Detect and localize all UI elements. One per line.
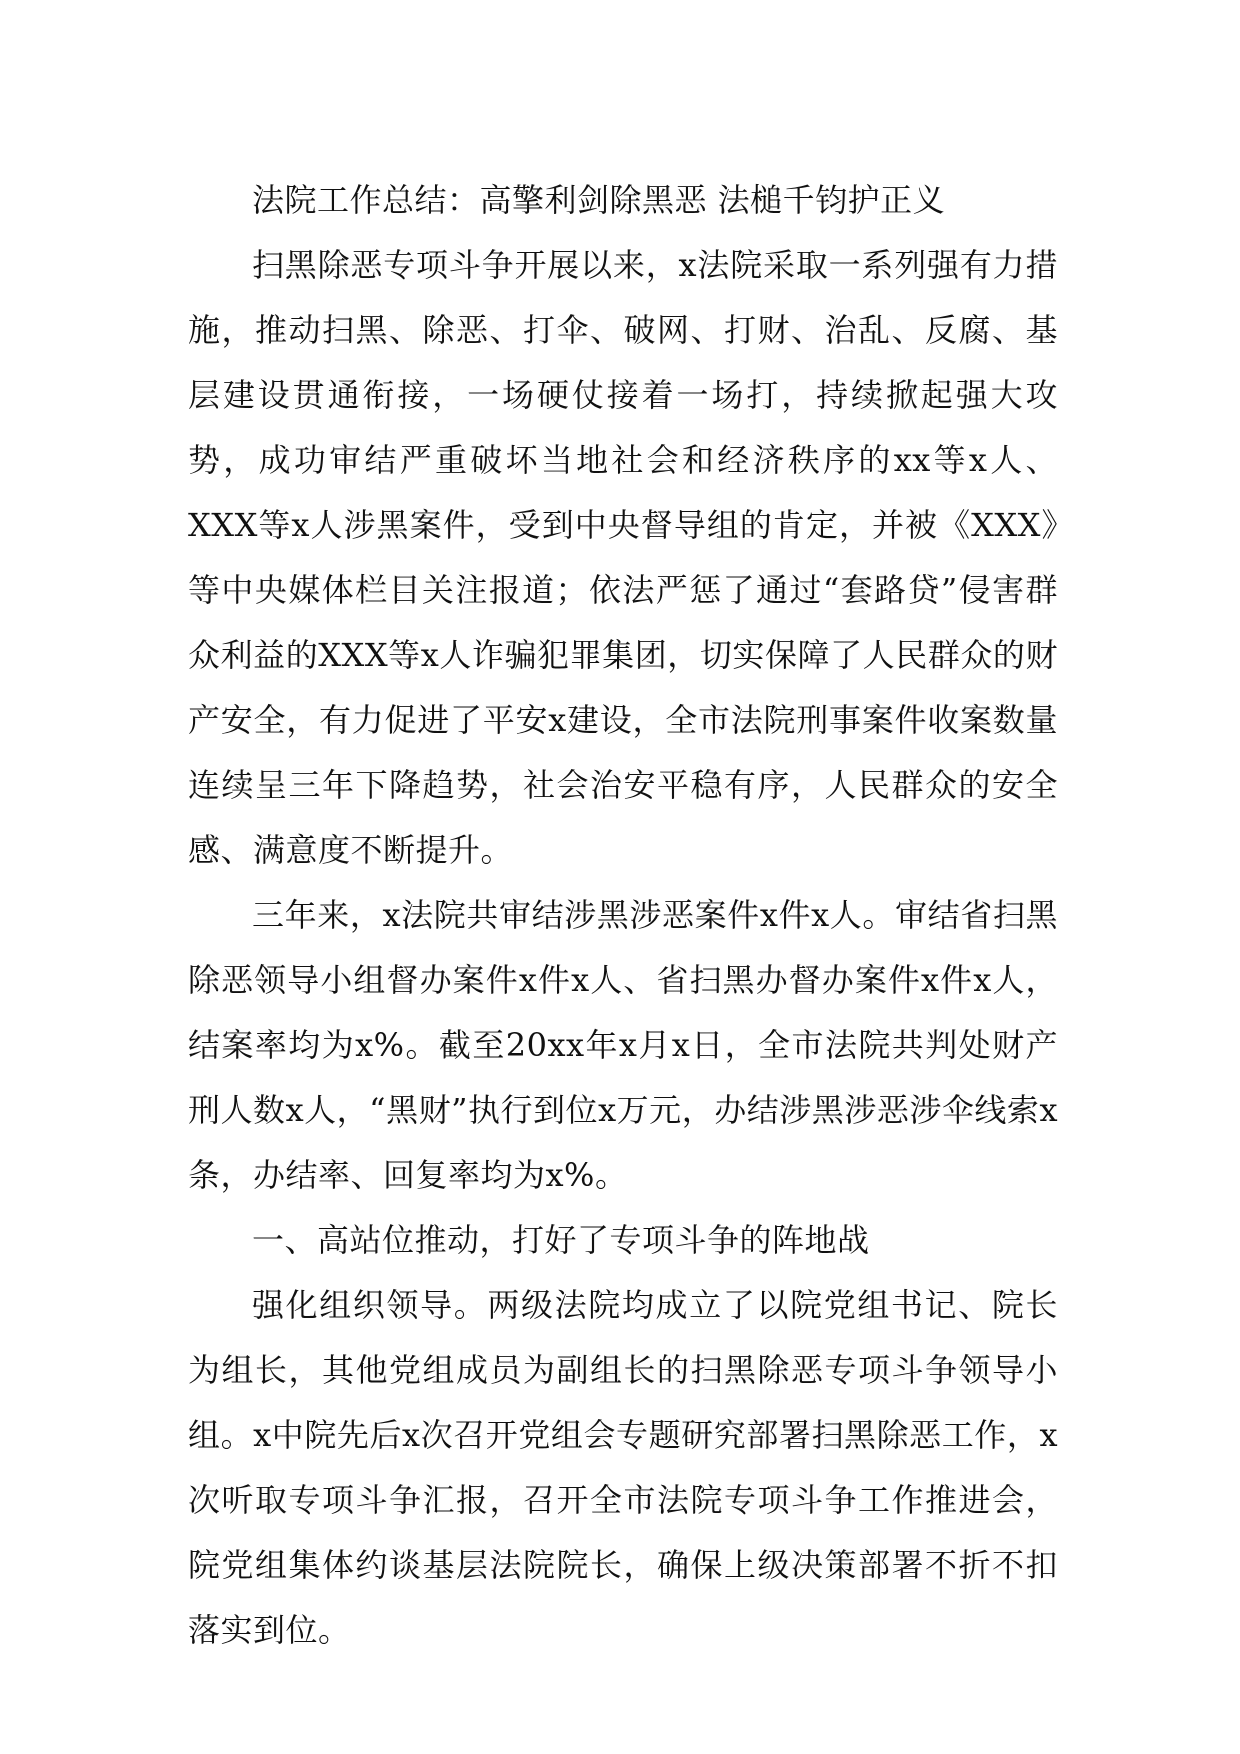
paragraph-organization: 强化组织领导。两级法院均成立了以院党组书记、院长为组长，其他党组成员为副组长的扫黑除恶专项斗争领导小组。x中院先后x次召开党组会专题研究部署扫黑除恶工作，x次听取专项斗争汇报，召开全市法院专项斗争工作推进会，院党组集体约谈基层法院院长，确保上级决策部署不折不扣落实到位。 <box>188 1286 1058 1649</box>
paragraph-statistics: 三年来，x法院共审结涉黑涉恶案件x件x人。审结省扫黑除恶领导小组督办案件x件x人、省扫黑办督办案件x件x人，结案率均为x%。截至20xx年x月x日，全市法院共判处财产刑人数x人，“黑财”执行到位x万元，办结涉黑涉恶涉伞线索x条，办结率、回复率均为x%。 <box>188 896 1058 1194</box>
section-heading-1: 一、高站位推动，打好了专项斗争的阵地战 <box>252 1221 870 1259</box>
document-body <box>188 168 1058 1663</box>
paragraph-overview: 扫黑除恶专项斗争开展以来，x法院采取一系列强有力措施，推动扫黑、除恶、打伞、破网、打财、治乱、反腐、基层建设贯通衔接，一场硬仗接着一场打，持续掀起强大攻势，成功审结严重破坏当地社会和经济秩序的xx等x人、XXX等x人涉黑案件，受到中央督导组的肯定，并被《XXX》等中央媒体栏目关注报道；依法严惩了通过“套路贷”侵害群众利益的XXX等x人诈骗犯罪集团，切实保障了人民群众的财产安全，有力促进了平安x建设，全市法院刑事案件收案数量连续呈三年下降趋势，社会治安平稳有序，人民群众的安全感、满意度不断提升。 <box>188 246 1058 869</box>
document-title: 法院工作总结：高擎利剑除黑恶 法槌千钧护正义 <box>252 181 946 219</box>
